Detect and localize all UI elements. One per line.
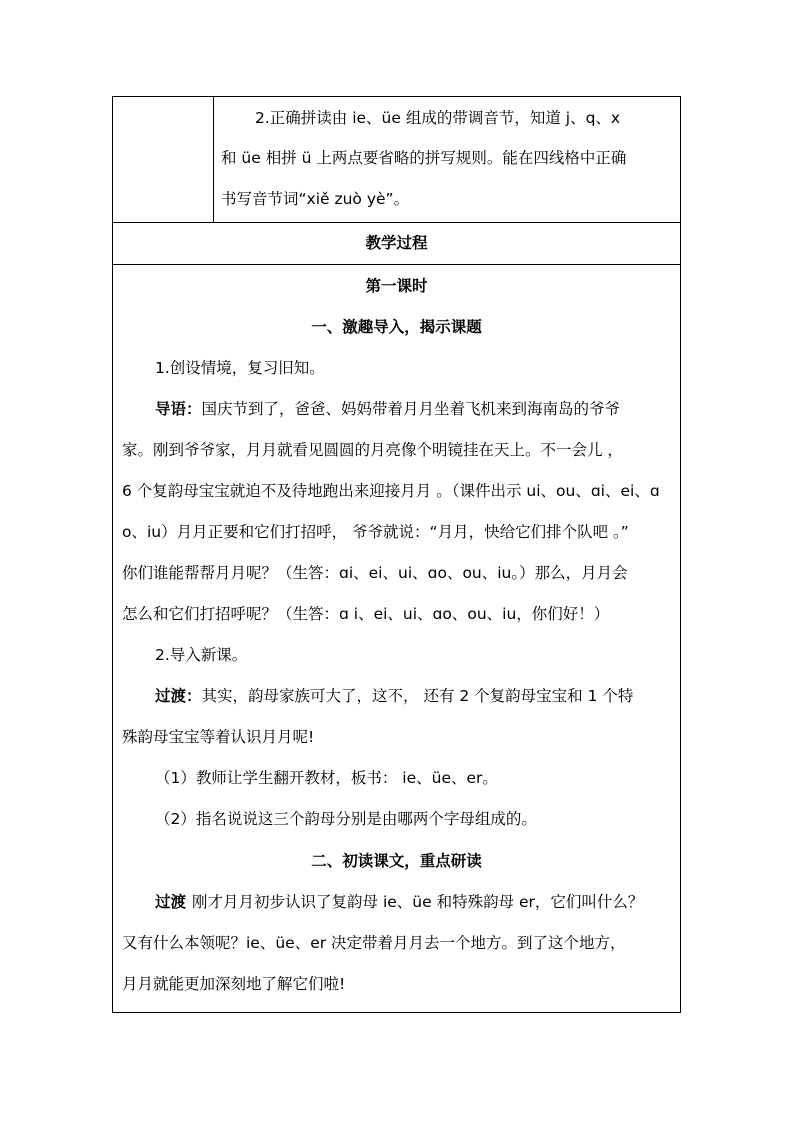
part2-line-2: 又有什么本领呢？ie、üe、er 决定带着月月去一个地方。到了这个地方， xyxy=(122,934,626,952)
intro-line-4: o、iu）月月正要和它们打招呼， 爷爷就说：“月月，快给它们排个队吧 。” xyxy=(122,523,629,541)
intro-line-1 xyxy=(155,399,620,419)
transition-line-2: 殊韵母宝宝等着认识月月呢! xyxy=(122,728,315,746)
part2-line-3: 月月就能更加深刻地了解它们啦! xyxy=(122,975,346,993)
part2-line-1 xyxy=(155,892,643,912)
substep-2: （2）指名说说这三个韵母分别是由哪两个字母组成的。 xyxy=(155,810,537,828)
objectives-row xyxy=(113,97,680,223)
section-title-row xyxy=(113,222,680,265)
substep-1: （1）教师让学生翻开教材，板书： ie、üe、er。 xyxy=(155,769,498,787)
intro-line-5: 你们谁能帮帮月月呢？（生答：ɑi、ei、ui、ɑo、ou、iu。）那么，月月会 xyxy=(122,564,628,582)
intro-text-1: 国庆节到了，爸爸、妈妈带着月月坐着飞机来到海南岛的爷爷 xyxy=(201,400,621,418)
transition-label: 过渡： xyxy=(155,687,202,705)
lesson-plan-table xyxy=(112,96,681,1013)
transition-text-1: 其实，韵母家族可大了，这不， 还有 2 个复韵母宝宝和 1 个特 xyxy=(201,687,634,705)
objective-line-1: 2.正确拼读由 ie、üe 组成的带调音节，知道 j、q、x xyxy=(255,109,621,127)
section-title: 教学过程 xyxy=(365,234,428,252)
step1-text: 1.创设情境，复习旧知。 xyxy=(155,359,325,377)
intro-line-6: 怎么和它们打招呼呢？（生答：ɑ i、ei、ui、ɑo、ou、iu，你们好！） xyxy=(122,605,610,623)
part2-text-1: 刚才月月初步认识了复韵母 ie、üe 和特殊韵母 er，它们叫什么？ xyxy=(192,893,644,911)
objective-line-2: 和 üe 相拼 ü 上两点要省略的拼写规则。能在四线格中正确 xyxy=(221,149,627,167)
part2-heading: 二、初读课文，重点研读 xyxy=(311,852,482,870)
transition-line-1 xyxy=(155,686,633,706)
intro-line-3: 6 个复韵母宝宝就迫不及待地跑出来迎接月月 。（课件出示 ui、ou、ɑi、ei、ɑ xyxy=(122,482,660,500)
step2-text: 2.导入新课。 xyxy=(155,646,248,664)
intro-line-2: 家。刚到爷爷家，月月就看见圆圆的月亮像个明镜挂在天上。不一会儿 ， xyxy=(122,441,623,459)
objectives-label-cell xyxy=(113,97,214,222)
part1-heading: 一、激趣导入，揭示课题 xyxy=(311,318,482,336)
intro-label: 导语： xyxy=(155,400,202,418)
objective-line-3: 书写音节词“xiě zuò yè”。 xyxy=(221,190,410,208)
lesson-title: 第一课时 xyxy=(365,277,428,295)
part2-transition-label: 过渡 xyxy=(155,893,187,911)
